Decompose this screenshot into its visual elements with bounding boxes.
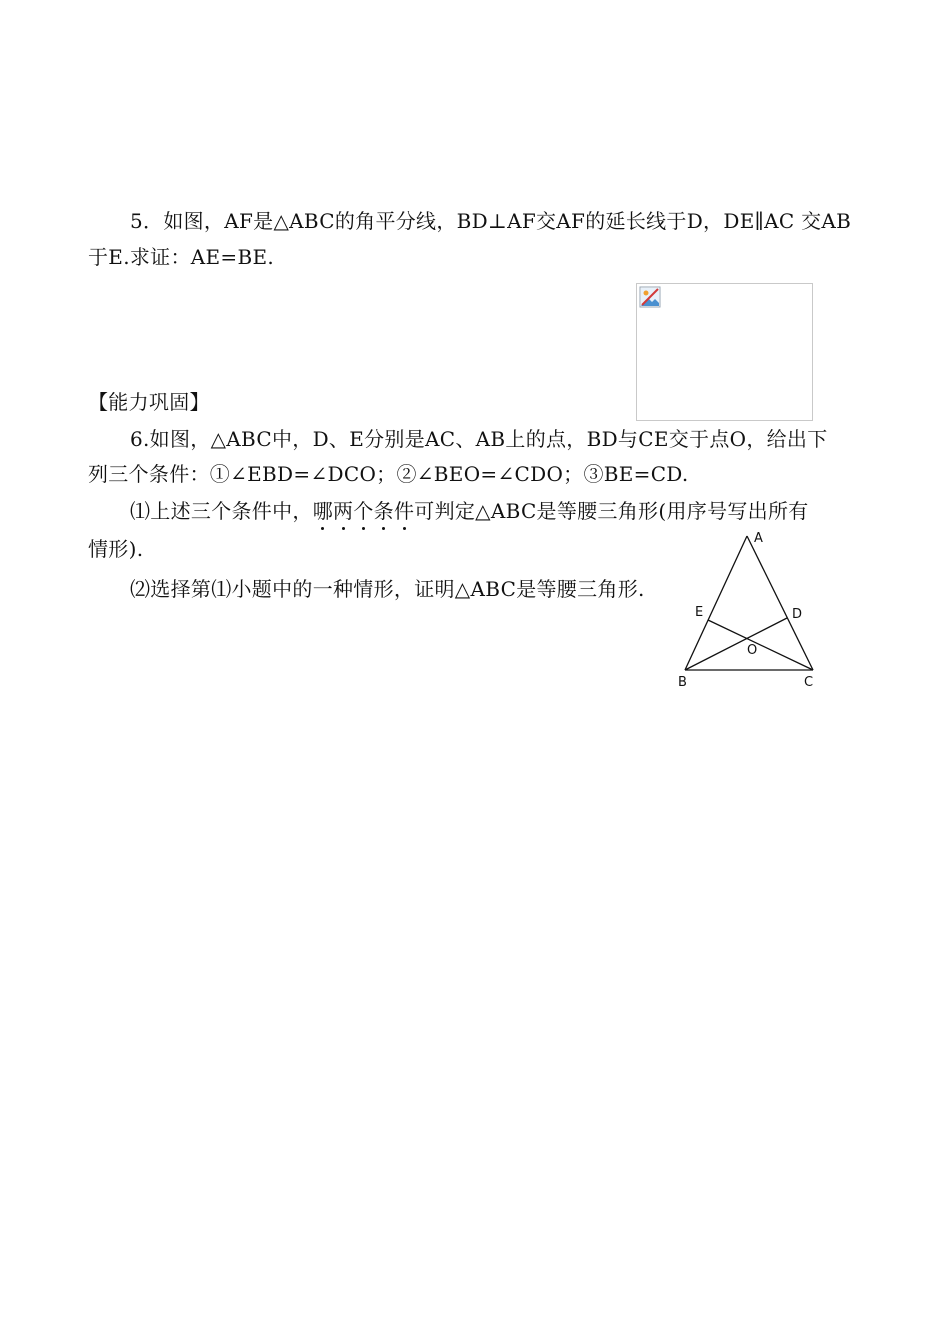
segment-ce <box>708 620 813 670</box>
side-ab <box>685 536 747 670</box>
label-e: E <box>695 605 704 620</box>
problem6-q2: ⑵选择第⑴小题中的一种情形，证明△ABC是等腰三角形. <box>130 577 645 601</box>
label-d: D <box>792 607 803 622</box>
problem6-line1: 6.如图，△ABC中，D、E分别是AC、AB上的点，BD与CE交于点O，给出下 <box>130 427 828 451</box>
problem5-figure-placeholder <box>636 283 813 421</box>
emphasis-char: 个 <box>353 499 374 523</box>
emphasis-char: 件 <box>393 499 415 523</box>
label-a: A <box>754 531 763 546</box>
section-title: 【能力巩固】 <box>88 390 210 414</box>
emphasis-char: 哪 <box>312 499 334 523</box>
problem5-line2: 于E.求证：AE=BE. <box>88 245 275 269</box>
problem6-q1-line2: 情形). <box>88 537 144 561</box>
label-o: O <box>747 643 758 658</box>
segment-bd <box>685 618 787 670</box>
problem6-q1-line1 <box>130 500 809 522</box>
problem5-line1: 5．如图，AF是△ABC的角平分线，BD⊥AF交AF的延长线于D，DE∥AC 交AB <box>130 209 852 233</box>
label-c: C <box>804 675 814 690</box>
emphasis-char: 两 <box>333 499 354 523</box>
triangle-figure <box>676 528 826 690</box>
q1-text-after: 可判定△ABC是等腰三角形(用序号写出所有 <box>414 499 809 523</box>
emphasis-char: 条 <box>373 499 394 523</box>
label-b: B <box>678 675 687 690</box>
q1-text-before: ⑴上述三个条件中， <box>130 499 313 523</box>
broken-image-icon <box>639 286 661 308</box>
problem6-line2: 列三个条件：①∠EBD=∠DCO；②∠BEO=∠CDO；③BE=CD. <box>88 462 689 486</box>
